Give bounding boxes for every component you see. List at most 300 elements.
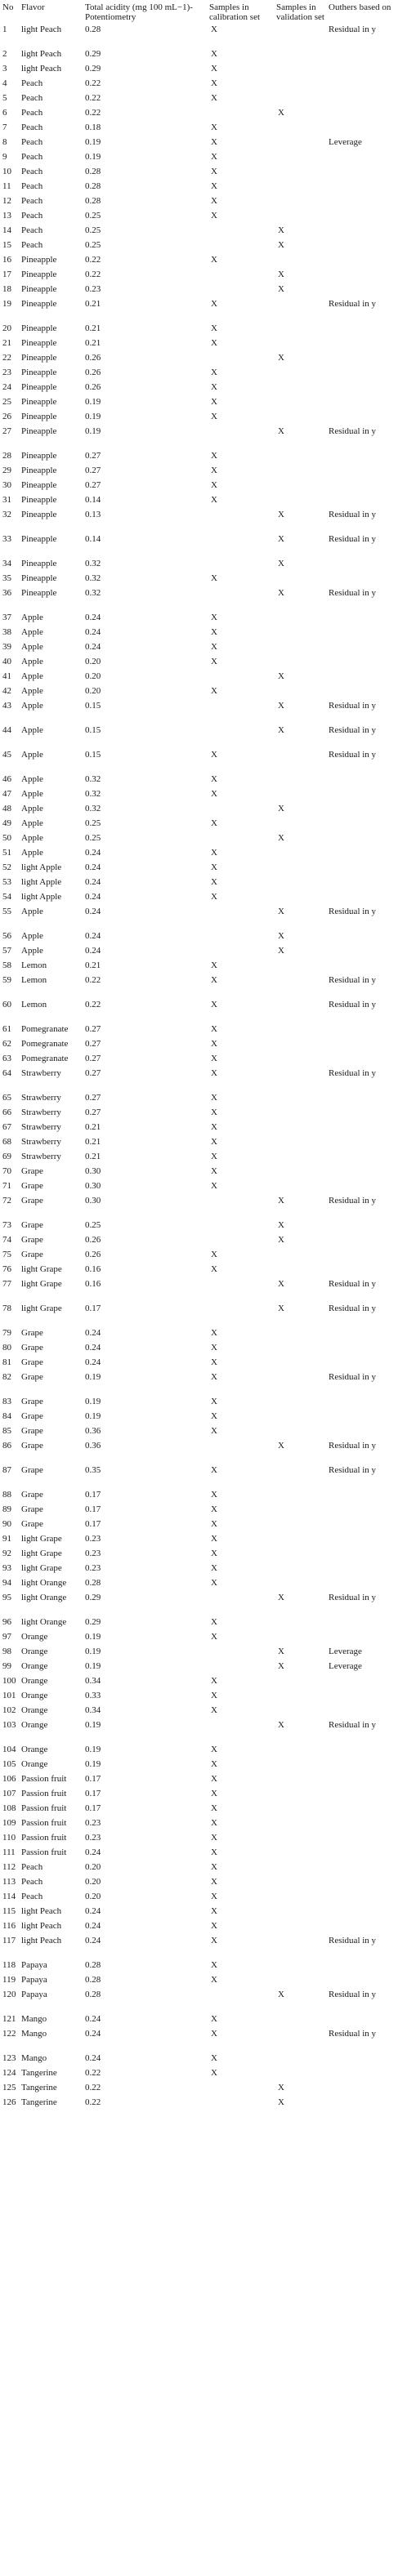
cell-validation-mark: X xyxy=(278,931,284,941)
cell-calibration-mark: X xyxy=(211,1264,217,1274)
cell-acidity: 0.22 xyxy=(85,975,101,985)
cell-no: 89 xyxy=(2,1504,11,1514)
cell-calibration-mark: X xyxy=(211,862,217,872)
cell-validation-mark xyxy=(274,2068,326,2083)
table-row xyxy=(0,1504,398,1519)
cell-acidity: 0.25 xyxy=(85,225,101,235)
table-row xyxy=(0,1759,398,1774)
cell-calibration-mark: X xyxy=(211,892,217,902)
cell-outlier-reason xyxy=(326,1774,398,1789)
cell-flavor: Apple xyxy=(21,642,43,652)
cell-validation-mark xyxy=(274,338,326,353)
cell-outlier-reason: Residual in y xyxy=(329,2029,377,2039)
cell-outlier-reason: Residual in y xyxy=(329,1372,377,1382)
cell-calibration-mark xyxy=(207,240,274,255)
cell-calibration-mark: X xyxy=(211,1975,217,1985)
cell-acidity: 0.25 xyxy=(85,1220,101,1230)
cell-validation-mark xyxy=(274,1093,326,1108)
cell-no: 93 xyxy=(2,1563,11,1573)
cell-no: 84 xyxy=(2,1411,11,1421)
cell-calibration-mark: X xyxy=(211,750,217,760)
cell-calibration-mark: X xyxy=(211,1372,217,1382)
cell-no: 87 xyxy=(2,1465,11,1475)
cell-acidity: 0.24 xyxy=(85,946,101,956)
cell-flavor: Pineapple xyxy=(21,426,57,436)
cell-calibration-mark xyxy=(207,1647,274,1661)
table-row xyxy=(0,270,398,284)
cell-no: 78 xyxy=(2,1304,11,1313)
cell-outlier-reason xyxy=(326,1343,398,1357)
table-row xyxy=(0,323,398,338)
cell-flavor: Pineapple xyxy=(21,588,57,598)
cell-flavor: Strawberry xyxy=(21,1108,61,1117)
cell-no: 28 xyxy=(2,451,11,461)
cell-outlier-reason xyxy=(326,774,398,789)
cell-no: 97 xyxy=(2,1632,11,1642)
cell-flavor: Grape xyxy=(21,1465,43,1475)
cell-outlier-reason xyxy=(326,181,398,196)
cell-validation-mark xyxy=(274,495,326,510)
cell-validation-mark: X xyxy=(278,1279,284,1289)
cell-outlier-reason xyxy=(326,1152,398,1166)
cell-flavor: Peach xyxy=(21,240,43,250)
cell-outlier-reason xyxy=(326,1563,398,1578)
cell-flavor: Peach xyxy=(21,78,43,88)
table-row xyxy=(0,931,398,946)
table-row xyxy=(0,25,398,49)
cell-flavor: Tangerine xyxy=(21,2083,57,2092)
cell-acidity: 0.28 xyxy=(85,1990,101,1999)
cell-flavor: Grape xyxy=(21,1357,43,1367)
table-row xyxy=(0,1152,398,1166)
cell-acidity: 0.29 xyxy=(85,64,101,74)
cell-acidity: 0.24 xyxy=(85,613,101,622)
cell-outlier-reason xyxy=(326,1803,398,1818)
cell-calibration-mark: X xyxy=(211,1534,217,1544)
cell-validation-mark xyxy=(274,960,326,975)
cell-outlier-reason xyxy=(326,2014,398,2029)
table-row xyxy=(0,818,398,833)
table-row xyxy=(0,181,398,196)
table-row xyxy=(0,1024,398,1039)
cell-no: 35 xyxy=(2,573,11,583)
cell-outlier-reason xyxy=(326,323,398,338)
cell-flavor: Pineapple xyxy=(21,284,57,294)
cell-calibration-mark: X xyxy=(211,397,217,407)
table-row xyxy=(0,1039,398,1054)
cell-validation-mark: X xyxy=(278,2097,284,2107)
cell-outlier-reason xyxy=(326,368,398,382)
table-row xyxy=(0,284,398,299)
table-row xyxy=(0,1122,398,1137)
cell-flavor: Strawberry xyxy=(21,1122,61,1132)
cell-outlier-reason: Residual in y xyxy=(329,1068,377,1078)
cell-acidity: 0.22 xyxy=(85,2083,101,2092)
cell-outlier-reason: Residual in y xyxy=(329,1000,377,1009)
cell-outlier-reason xyxy=(326,671,398,686)
table-row xyxy=(0,686,398,701)
cell-no: 50 xyxy=(2,833,11,843)
cell-validation-mark xyxy=(274,323,326,338)
cell-no: 80 xyxy=(2,1343,11,1353)
cell-calibration-mark: X xyxy=(211,1862,217,1872)
cell-flavor: Grape xyxy=(21,1343,43,1353)
cell-no: 1 xyxy=(2,25,7,34)
cell-validation-mark: X xyxy=(278,671,284,681)
cell-calibration-mark: X xyxy=(211,2053,217,2063)
cell-outlier-reason xyxy=(326,123,398,137)
cell-flavor: Peach xyxy=(21,93,43,103)
cell-no: 71 xyxy=(2,1181,11,1191)
cell-outlier-reason xyxy=(326,480,398,495)
cell-flavor: Pineapple xyxy=(21,299,57,309)
cell-outlier-reason: Residual in y xyxy=(329,750,377,760)
cell-no: 6 xyxy=(2,108,7,118)
cell-no: 106 xyxy=(2,1774,16,1784)
cell-acidity: 0.15 xyxy=(85,750,101,760)
cell-no: 32 xyxy=(2,510,11,519)
cell-acidity: 0.15 xyxy=(85,725,101,735)
cell-outlier-reason: Residual in y xyxy=(329,1465,377,1475)
table-row xyxy=(0,78,398,93)
cell-calibration-mark xyxy=(207,1220,274,1235)
cell-no: 85 xyxy=(2,1426,11,1436)
cell-validation-mark: X xyxy=(278,588,284,598)
cell-flavor: Orange xyxy=(21,1705,48,1715)
cell-calibration-mark xyxy=(207,725,274,750)
cell-no: 113 xyxy=(2,1877,16,1887)
cell-validation-mark xyxy=(274,657,326,671)
cell-flavor: Peach xyxy=(21,167,43,176)
cell-flavor: Lemon xyxy=(21,960,47,970)
table-row xyxy=(0,774,398,789)
cell-calibration-mark xyxy=(207,701,274,725)
cell-calibration-mark: X xyxy=(211,1960,217,1970)
cell-no: 110 xyxy=(2,1833,16,1843)
cell-flavor: Grape xyxy=(21,1181,43,1191)
cell-no: 41 xyxy=(2,671,11,681)
cell-validation-mark: X xyxy=(278,1220,284,1230)
table-row xyxy=(0,833,398,848)
cell-no: 121 xyxy=(2,2014,16,2024)
cell-outlier-reason xyxy=(326,931,398,946)
cell-flavor: Tangerine xyxy=(21,2068,57,2078)
cell-validation-mark xyxy=(274,686,326,701)
cell-outlier-reason xyxy=(326,2083,398,2097)
cell-no: 107 xyxy=(2,1789,16,1798)
cell-validation-mark xyxy=(274,1705,326,1720)
cell-acidity: 0.24 xyxy=(85,892,101,902)
table-row xyxy=(0,1632,398,1647)
cell-validation-mark: X xyxy=(278,534,284,544)
cell-flavor: Grape xyxy=(21,1441,43,1451)
cell-calibration-mark xyxy=(207,1593,274,1617)
cell-flavor: Grape xyxy=(21,1519,43,1529)
cell-outlier-reason xyxy=(326,1705,398,1720)
cell-validation-mark: X xyxy=(278,270,284,279)
cell-no: 57 xyxy=(2,946,11,956)
table-row xyxy=(0,225,398,240)
cell-validation-mark xyxy=(274,1960,326,1975)
cell-acidity: 0.20 xyxy=(85,1862,101,1872)
cell-acidity: 0.25 xyxy=(85,211,101,221)
cell-flavor: light Grape xyxy=(21,1563,62,1573)
cell-no: 88 xyxy=(2,1490,11,1500)
cell-flavor: light Peach xyxy=(21,25,62,34)
cell-acidity: 0.19 xyxy=(85,1661,101,1671)
cell-acidity: 0.23 xyxy=(85,1563,101,1573)
cell-no: 91 xyxy=(2,1534,11,1544)
cell-calibration-mark: X xyxy=(211,1774,217,1784)
cell-outlier-reason xyxy=(326,877,398,892)
cell-acidity: 0.14 xyxy=(85,534,101,544)
cell-outlier-reason xyxy=(326,833,398,848)
cell-flavor: Pineapple xyxy=(21,397,57,407)
cell-acidity: 0.17 xyxy=(85,1803,101,1813)
cell-outlier-reason xyxy=(326,1975,398,1990)
cell-validation-mark xyxy=(274,181,326,196)
table-row xyxy=(0,657,398,671)
cell-no: 31 xyxy=(2,495,11,505)
cell-validation-mark: X xyxy=(278,1235,284,1245)
cell-flavor: light Peach xyxy=(21,1906,62,1916)
cell-flavor: Passion fruit xyxy=(21,1774,67,1784)
cell-calibration-mark: X xyxy=(211,975,217,985)
cell-calibration-mark: X xyxy=(211,1465,217,1475)
cell-acidity: 0.19 xyxy=(85,426,101,436)
cell-acidity: 0.26 xyxy=(85,1235,101,1245)
table-row xyxy=(0,1181,398,1196)
cell-validation-mark xyxy=(274,1328,326,1343)
cell-outlier-reason xyxy=(326,613,398,627)
cell-calibration-mark: X xyxy=(211,1152,217,1161)
cell-no: 123 xyxy=(2,2053,16,2063)
cell-calibration-mark: X xyxy=(211,789,217,799)
cell-acidity: 0.24 xyxy=(85,1343,101,1353)
cell-flavor: Orange xyxy=(21,1691,48,1700)
cell-acidity: 0.16 xyxy=(85,1264,101,1274)
cell-outlier-reason: Residual in y xyxy=(329,907,377,916)
cell-flavor: Grape xyxy=(21,1196,43,1206)
cell-flavor: Papaya xyxy=(21,1975,47,1985)
table-row xyxy=(0,1593,398,1617)
cell-validation-mark: X xyxy=(278,1593,284,1602)
cell-validation-mark xyxy=(274,397,326,412)
cell-flavor: Apple xyxy=(21,818,43,828)
cell-calibration-mark: X xyxy=(211,1759,217,1769)
cell-flavor: Peach xyxy=(21,1877,43,1887)
cell-outlier-reason xyxy=(326,1220,398,1235)
cell-outlier-reason xyxy=(326,1137,398,1152)
cell-calibration-mark: X xyxy=(211,1632,217,1642)
table-row xyxy=(0,588,398,613)
cell-no: 22 xyxy=(2,353,11,363)
cell-outlier-reason xyxy=(326,1676,398,1691)
cell-no: 69 xyxy=(2,1152,11,1161)
cell-flavor: Peach xyxy=(21,196,43,206)
cell-calibration-mark: X xyxy=(211,1137,217,1147)
cell-flavor: light Orange xyxy=(21,1617,67,1627)
cell-calibration-mark: X xyxy=(211,338,217,348)
table-row xyxy=(0,862,398,877)
cell-validation-mark: X xyxy=(278,701,284,711)
cell-flavor: Orange xyxy=(21,1720,48,1730)
cell-calibration-mark: X xyxy=(211,495,217,505)
table-row xyxy=(0,1892,398,1906)
cell-outlier-reason xyxy=(326,789,398,804)
cell-acidity: 0.19 xyxy=(85,1759,101,1769)
cell-validation-mark xyxy=(274,1906,326,1921)
cell-validation-mark xyxy=(274,152,326,167)
cell-acidity: 0.27 xyxy=(85,466,101,475)
cell-validation-mark xyxy=(274,1166,326,1181)
cell-calibration-mark: X xyxy=(211,412,217,421)
table-row xyxy=(0,412,398,426)
cell-no: 66 xyxy=(2,1108,11,1117)
cell-acidity: 0.32 xyxy=(85,573,101,583)
cell-outlier-reason xyxy=(326,686,398,701)
cell-flavor: Apple xyxy=(21,701,43,711)
cell-flavor: Pineapple xyxy=(21,495,57,505)
cell-calibration-mark: X xyxy=(211,686,217,696)
table-row xyxy=(0,1936,398,1960)
cell-calibration-mark: X xyxy=(211,1921,217,1931)
cell-calibration-mark: X xyxy=(211,211,217,221)
cell-calibration-mark xyxy=(207,426,274,451)
cell-outlier-reason xyxy=(326,225,398,240)
cell-calibration-mark: X xyxy=(211,1122,217,1132)
cell-calibration-mark: X xyxy=(211,93,217,103)
table-row xyxy=(0,559,398,573)
cell-validation-mark: X xyxy=(278,2083,284,2092)
cell-calibration-mark: X xyxy=(211,1803,217,1813)
cell-outlier-reason xyxy=(326,49,398,64)
cell-validation-mark xyxy=(274,2029,326,2053)
cell-no: 102 xyxy=(2,1705,16,1715)
cell-no: 4 xyxy=(2,78,7,88)
cell-calibration-mark xyxy=(207,510,274,534)
cell-validation-mark xyxy=(274,1122,326,1137)
cell-validation-mark xyxy=(274,368,326,382)
table-row xyxy=(0,1343,398,1357)
table-row xyxy=(0,1789,398,1803)
table-row xyxy=(0,397,398,412)
table-row xyxy=(0,701,398,725)
table-row xyxy=(0,1397,398,1411)
cell-calibration-mark: X xyxy=(211,167,217,176)
header-acidity: Total acidity (mg 100 mL−1)-Potentiometry xyxy=(85,2,193,22)
cell-outlier-reason: Residual in y xyxy=(329,534,377,544)
cell-outlier-reason xyxy=(326,1578,398,1593)
cell-no: 8 xyxy=(2,137,7,147)
cell-acidity: 0.24 xyxy=(85,1847,101,1857)
cell-acidity: 0.29 xyxy=(85,1593,101,1602)
cell-validation-mark xyxy=(274,1877,326,1892)
cell-outlier-reason xyxy=(326,93,398,108)
cell-flavor: Pineapple xyxy=(21,534,57,544)
cell-no: 81 xyxy=(2,1357,11,1367)
cell-flavor: light Apple xyxy=(21,877,62,887)
cell-acidity: 0.19 xyxy=(85,137,101,147)
cell-validation-mark xyxy=(274,774,326,789)
table-row xyxy=(0,2068,398,2083)
cell-acidity: 0.29 xyxy=(85,49,101,59)
cell-acidity: 0.21 xyxy=(85,1152,101,1161)
cell-no: 122 xyxy=(2,2029,16,2039)
cell-calibration-mark xyxy=(207,108,274,123)
table-row xyxy=(0,93,398,108)
cell-validation-mark xyxy=(274,642,326,657)
cell-validation-mark xyxy=(274,412,326,426)
cell-flavor: Pineapple xyxy=(21,559,57,568)
table-row xyxy=(0,451,398,466)
cell-flavor: Passion fruit xyxy=(21,1818,67,1828)
cell-validation-mark xyxy=(274,382,326,397)
cell-validation-mark: X xyxy=(278,510,284,519)
cell-acidity: 0.20 xyxy=(85,1892,101,1901)
cell-validation-mark: X xyxy=(278,725,284,735)
cell-validation-mark xyxy=(274,627,326,642)
cell-validation-mark: X xyxy=(278,946,284,956)
table-row xyxy=(0,1426,398,1441)
cell-acidity: 0.25 xyxy=(85,818,101,828)
cell-no: 27 xyxy=(2,426,11,436)
cell-flavor: Strawberry xyxy=(21,1068,61,1078)
cell-no: 105 xyxy=(2,1759,16,1769)
cell-calibration-mark: X xyxy=(211,657,217,666)
cell-validation-mark: X xyxy=(278,353,284,363)
cell-calibration-mark: X xyxy=(211,255,217,265)
cell-outlier-reason xyxy=(326,1691,398,1705)
table-row xyxy=(0,1803,398,1818)
cell-no: 99 xyxy=(2,1661,11,1671)
cell-acidity: 0.17 xyxy=(85,1504,101,1514)
cell-outlier-reason xyxy=(326,1847,398,1862)
cell-acidity: 0.16 xyxy=(85,1279,101,1289)
cell-outlier-reason xyxy=(326,1504,398,1519)
cell-acidity: 0.21 xyxy=(85,299,101,309)
table-row xyxy=(0,1220,398,1235)
cell-validation-mark: X xyxy=(278,1647,284,1656)
cell-no: 108 xyxy=(2,1803,16,1813)
cell-validation-mark xyxy=(274,1054,326,1068)
cell-acidity: 0.24 xyxy=(85,642,101,652)
cell-outlier-reason: Leverage xyxy=(329,137,362,147)
cell-calibration-mark xyxy=(207,1990,274,2014)
cell-outlier-reason xyxy=(326,167,398,181)
table-row xyxy=(0,108,398,123)
cell-flavor: Grape xyxy=(21,1411,43,1421)
cell-outlier-reason xyxy=(326,1519,398,1534)
table-row xyxy=(0,725,398,750)
cell-calibration-mark: X xyxy=(211,1705,217,1715)
table-row xyxy=(0,1108,398,1122)
cell-acidity: 0.22 xyxy=(85,2097,101,2107)
cell-validation-mark xyxy=(274,1519,326,1534)
cell-no: 53 xyxy=(2,877,11,887)
cell-flavor: Grape xyxy=(21,1235,43,1245)
table-row xyxy=(0,480,398,495)
cell-no: 90 xyxy=(2,1519,11,1529)
cell-flavor: Pineapple xyxy=(21,338,57,348)
cell-flavor: Grape xyxy=(21,1328,43,1338)
cell-calibration-mark: X xyxy=(211,64,217,74)
cell-no: 64 xyxy=(2,1068,11,1078)
cell-acidity: 0.28 xyxy=(85,196,101,206)
table-row xyxy=(0,907,398,931)
cell-no: 111 xyxy=(2,1847,16,1857)
table-row xyxy=(0,466,398,480)
